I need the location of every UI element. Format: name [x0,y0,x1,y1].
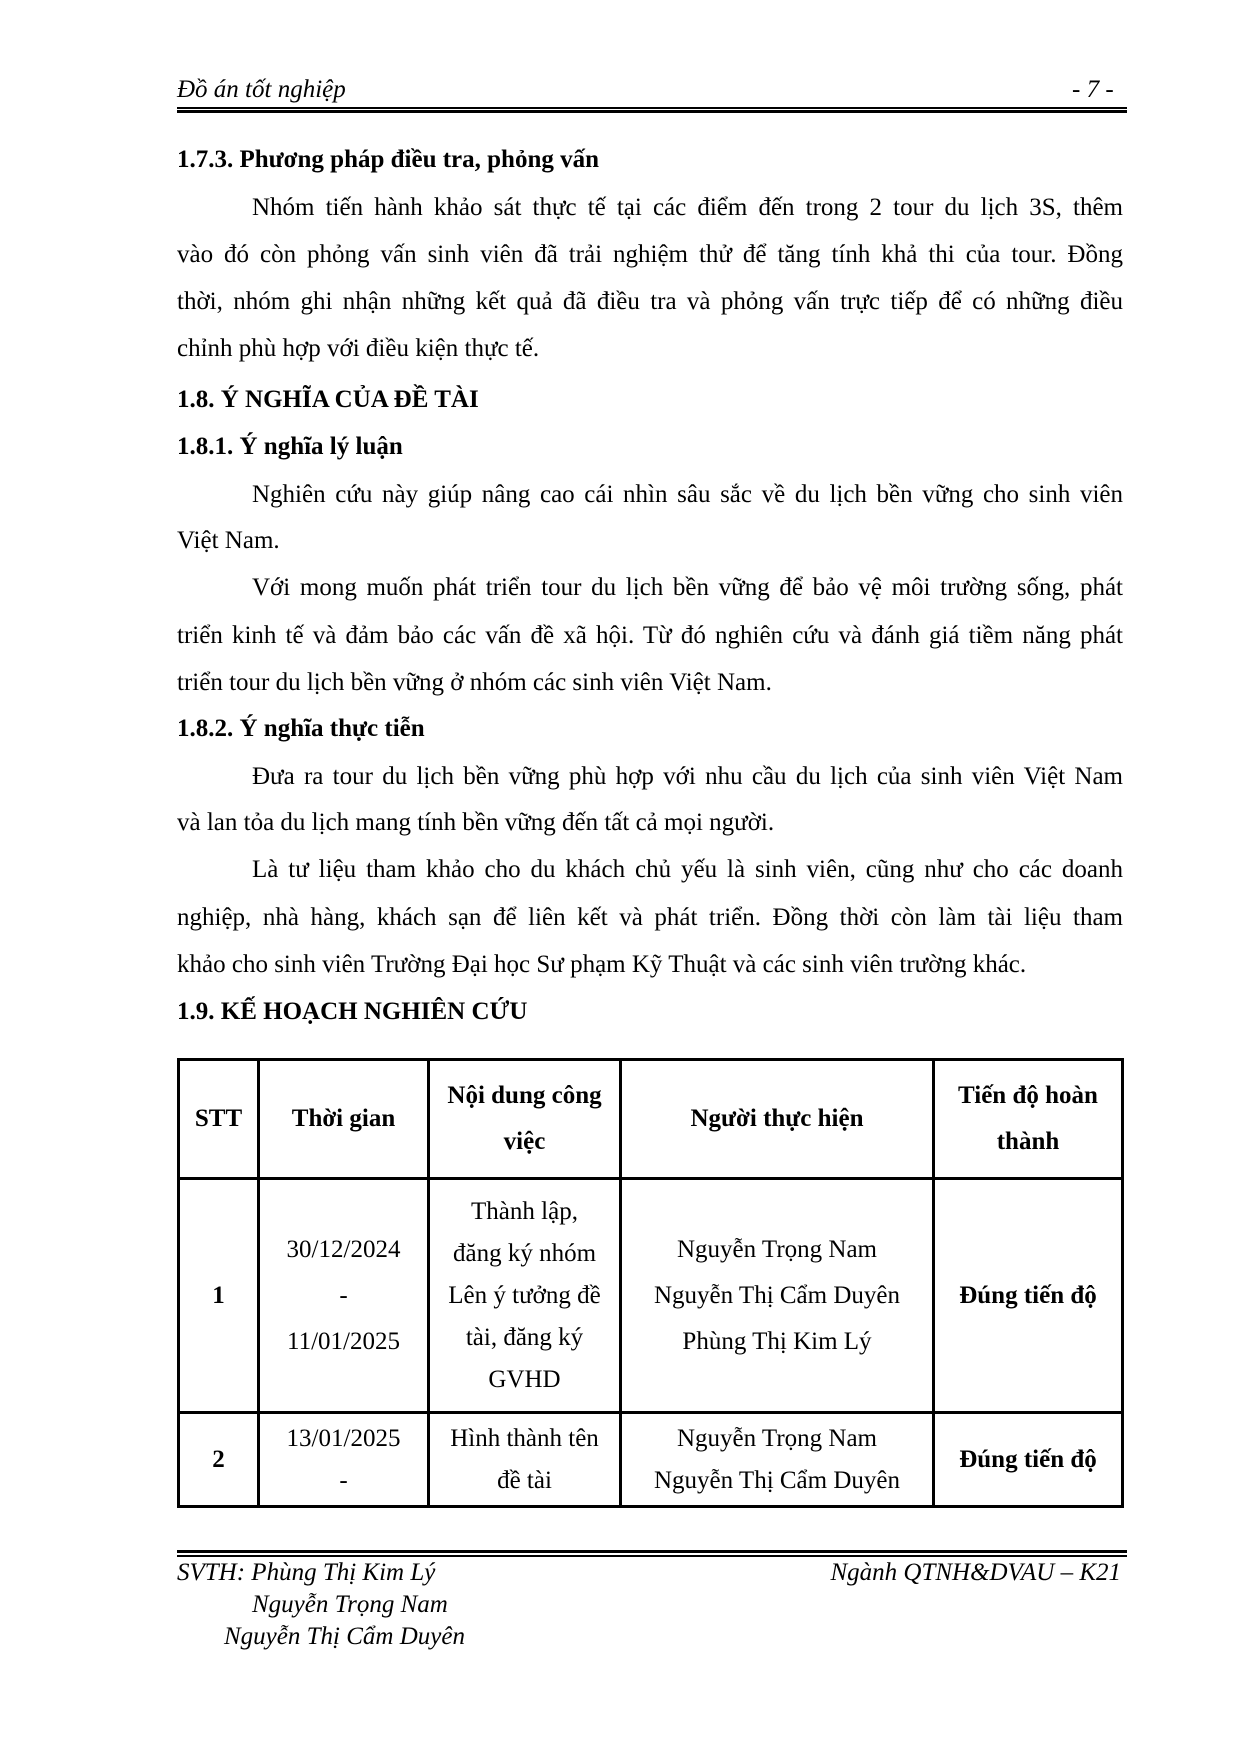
footer-major: Ngành QTNH&DVAU – K21 [830,1559,1121,1586]
table-header-row [179,1060,1123,1179]
cell-progress: Đúng tiến độ [934,1413,1123,1507]
paragraph-line: khảo cho sinh viên Trường Đại học Sư phạm Kỹ Thuật và các sinh viên trường khác. [177,951,1027,978]
header-progress: Tiến độ hoàn thành [934,1060,1123,1179]
paragraph-line: triển kinh tế và đảm bảo các vấn đề xã hội. Từ đó nghiên cứu và đánh giá tiềm năng phát [177,622,1123,649]
footer-rule-thin [177,1555,1127,1557]
paragraph-line: chỉnh phù hợp với điều kiện thực tế. [177,335,540,362]
cell-time: 13/01/2025 - [259,1413,429,1507]
header-content: Nội dung công việc [429,1060,621,1179]
cell-content: Hình thành tên đề tài [429,1413,621,1507]
section-heading-1-8-1: 1.8.1. Ý nghĩa lý luận [177,433,403,460]
running-header-title: Đồ án tốt nghiệp [177,76,346,103]
page-number: - 7 - [1072,76,1114,103]
cell-people: Nguyễn Trọng Nam Nguyễn Thị Cẩm Duyên Phùng Thị Kim Lý [621,1179,934,1413]
footer-student-3: Nguyễn Thị Cẩm Duyên [224,1623,465,1650]
table-row [179,1179,1123,1413]
paragraph-line: Nhóm tiến hành khảo sát thực tế tại các điểm đến trong 2 tour du lịch 3S, thêm [252,194,1123,221]
cell-time: 30/12/2024 - 11/01/2025 [259,1179,429,1413]
header-rule-thin [177,107,1127,109]
cell-stt: 2 [179,1413,259,1507]
footer-student-1: SVTH: Phùng Thị Kim Lý [177,1559,436,1586]
paragraph-line: nghiệp, nhà hàng, khách sạn để liên kết và phát triển. Đồng thời còn làm tài liệu tham [177,904,1123,931]
section-heading-1-8-2: 1.8.2. Ý nghĩa thực tiễn [177,715,425,742]
header-people: Người thực hiện [621,1060,934,1179]
paragraph-line: và lan tỏa du lịch mang tính bền vững đến tất cả mọi người. [177,809,775,836]
paragraph-line: Việt Nam. [177,527,280,554]
paragraph-line: vào đó còn phỏng vấn sinh viên đã trải nghiệm thử để tăng tính khả thi của tour. Đồng [177,241,1123,268]
paragraph-line: triển tour du lịch bền vững ở nhóm các sinh viên Việt Nam. [177,669,772,696]
paragraph-line: Nghiên cứu này giúp nâng cao cái nhìn sâu sắc về du lịch bền vững cho sinh viên [252,481,1123,508]
paragraph-line: Đưa ra tour du lịch bền vững phù hợp với nhu cầu du lịch của sinh viên Việt Nam [252,763,1123,790]
paragraph-line: Là tư liệu tham khảo cho du khách chủ yếu là sinh viên, cũng như cho các doanh [252,856,1123,883]
footer-rule-thick [177,1550,1127,1553]
footer-student-2: Nguyễn Trọng Nam [252,1591,448,1618]
paragraph-line: Với mong muốn phát triển tour du lịch bền vững để bảo vệ môi trường sống, phát [252,574,1123,601]
header-stt: STT [179,1060,259,1179]
header-rule-thick [177,110,1127,113]
cell-progress: Đúng tiến độ [934,1179,1123,1413]
header-time: Thời gian [259,1060,429,1179]
cell-content: Thành lập, đăng ký nhóm Lên ý tưởng đề tài, đăng ký GVHD [429,1179,621,1413]
cell-people: Nguyễn Trọng Nam Nguyễn Thị Cẩm Duyên [621,1413,934,1507]
section-heading-1-9: 1.9. KẾ HOẠCH NGHIÊN CỨU [177,998,528,1025]
section-heading-1-8: 1.8. Ý NGHĨA CỦA ĐỀ TÀI [177,386,479,413]
cell-stt: 1 [179,1179,259,1413]
paragraph-line: thời, nhóm ghi nhận những kết quả đã điều tra và phỏng vấn trực tiếp để có những điều [177,288,1123,315]
research-plan-table [177,1058,1124,1508]
section-heading-1-7-3: 1.7.3. Phương pháp điều tra, phỏng vấn [177,146,600,173]
table-row [179,1413,1123,1507]
